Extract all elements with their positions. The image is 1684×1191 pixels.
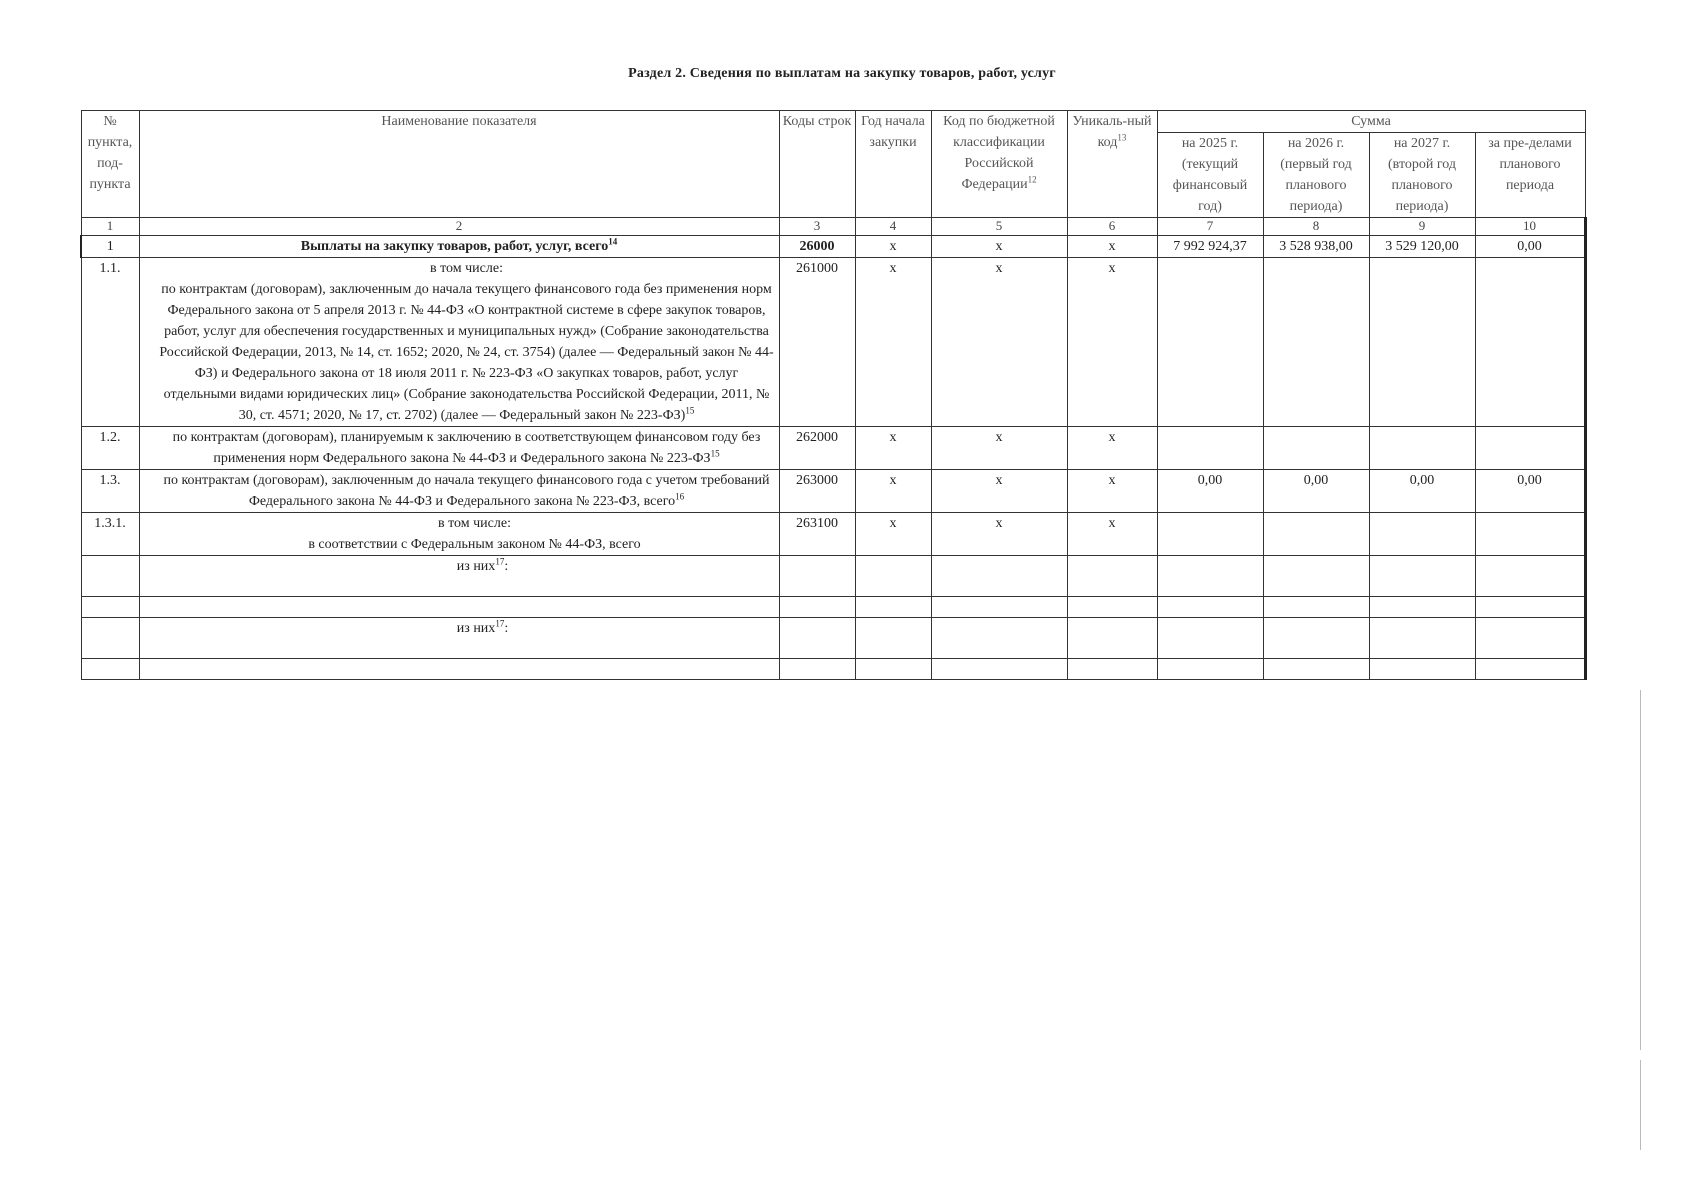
column-number: 10 — [1475, 218, 1585, 236]
row-cell — [1263, 513, 1369, 556]
header-row-1 — [81, 111, 1585, 133]
payments-table — [80, 110, 1587, 680]
row-name — [139, 659, 779, 680]
row-cell — [1263, 659, 1369, 680]
row-number: 1.1. — [81, 258, 139, 427]
row-cell — [1067, 618, 1157, 659]
column-number: 2 — [139, 218, 779, 236]
header-purchase-year: Год начала закупки — [855, 111, 931, 218]
row-cell — [1369, 618, 1475, 659]
table-row — [81, 427, 1585, 470]
table-row — [81, 597, 1585, 618]
amount-beyond: 0,00 — [1475, 470, 1585, 513]
row-number: 1 — [81, 236, 139, 258]
table-row — [81, 618, 1585, 659]
scan-artifact-line — [1640, 1060, 1641, 1150]
row-cell — [1157, 513, 1263, 556]
amount-2025: 7 992 924,37 — [1157, 236, 1263, 258]
table-row — [81, 236, 1585, 258]
row-cell: x — [1067, 258, 1157, 427]
column-number: 1 — [81, 218, 139, 236]
row-cell — [1369, 659, 1475, 680]
row-name: по контрактам (договорам), заключенным до начала текущего финансового года с учетом требований Федерального закона № 44-ФЗ и Федерального закона № 223-ФЗ, всего$^{16}$ — [139, 470, 779, 513]
table-row — [81, 659, 1585, 680]
header-item-number: № пункта, под-пункта — [81, 111, 139, 218]
amount-2026: 3 528 938,00 — [1263, 236, 1369, 258]
column-number: 7 — [1157, 218, 1263, 236]
row-number: 1.3.1. — [81, 513, 139, 556]
row-cell — [1475, 659, 1585, 680]
row-cell — [1067, 556, 1157, 597]
row-cell — [855, 659, 931, 680]
row-cell — [931, 556, 1067, 597]
row-number — [81, 659, 139, 680]
row-cell — [779, 659, 855, 680]
row-cell — [1369, 597, 1475, 618]
header-sum: Сумма — [1157, 111, 1585, 133]
column-number: 9 — [1369, 218, 1475, 236]
row-cell — [1263, 597, 1369, 618]
row-cell: x — [855, 427, 931, 470]
amount-2026 — [1263, 258, 1369, 427]
table-row — [81, 556, 1585, 597]
row-cell — [1157, 659, 1263, 680]
row-cell — [779, 618, 855, 659]
row-code: 263100 — [779, 513, 855, 556]
header-2026: на 2026 г. (первый год планового периода) — [1263, 133, 1369, 218]
row-cell: x — [931, 236, 1067, 258]
row-number — [81, 556, 139, 597]
row-cell — [1157, 597, 1263, 618]
row-cell: x — [931, 258, 1067, 427]
row-number — [81, 597, 139, 618]
row-cell — [1157, 618, 1263, 659]
amount-beyond — [1475, 258, 1585, 427]
header-beyond-plan: за пре-делами планового периода — [1475, 133, 1585, 218]
amount-2025 — [1157, 427, 1263, 470]
amount-beyond — [1475, 427, 1585, 470]
section-title: Раздел 2. Сведения по выплатам на закупку товаров, работ, услуг — [628, 66, 1056, 81]
column-number: 6 — [1067, 218, 1157, 236]
row-cell — [855, 618, 931, 659]
row-cell — [779, 597, 855, 618]
row-name: из них$^{17}$: — [139, 618, 779, 659]
header-unique-code: Уникаль-ный код$^{13}$ — [1067, 111, 1157, 218]
row-cell: x — [931, 470, 1067, 513]
row-cell — [1067, 597, 1157, 618]
row-cell — [1067, 659, 1157, 680]
amount-2025: 0,00 — [1157, 470, 1263, 513]
row-cell — [1263, 618, 1369, 659]
row-name — [139, 597, 779, 618]
row-code: 262000 — [779, 427, 855, 470]
header-indicator-name: Наименование показателя — [139, 111, 779, 218]
amount-2026: 0,00 — [1263, 470, 1369, 513]
row-code: 26000 — [779, 236, 855, 258]
row-cell: x — [855, 470, 931, 513]
table-row — [81, 258, 1585, 427]
row-cell: x — [1067, 427, 1157, 470]
row-cell — [1263, 556, 1369, 597]
row-cell — [1369, 556, 1475, 597]
row-cell: x — [855, 258, 931, 427]
row-code: 261000 — [779, 258, 855, 427]
row-cell: x — [931, 427, 1067, 470]
row-code: 263000 — [779, 470, 855, 513]
table-row — [81, 470, 1585, 513]
row-cell: x — [931, 513, 1067, 556]
header-2027: на 2027 г. (второй год планового периода) — [1369, 133, 1475, 218]
row-cell — [931, 659, 1067, 680]
row-cell — [855, 597, 931, 618]
amount-2025 — [1157, 258, 1263, 427]
row-name: из них$^{17}$: — [139, 556, 779, 597]
amount-2027 — [1369, 258, 1475, 427]
row-cell — [1475, 513, 1585, 556]
row-cell — [855, 556, 931, 597]
row-cell: x — [1067, 513, 1157, 556]
header-2025: на 2025 г. (текущий финансовый год) — [1157, 133, 1263, 218]
amount-2027: 0,00 — [1369, 470, 1475, 513]
header-budget-code: Код по бюджетной классификации Российской Федерации$^{12}$ — [931, 111, 1067, 218]
column-number: 3 — [779, 218, 855, 236]
row-number — [81, 618, 139, 659]
amount-2027: 3 529 120,00 — [1369, 236, 1475, 258]
row-cell — [931, 618, 1067, 659]
row-cell: x — [1067, 470, 1157, 513]
row-cell — [931, 597, 1067, 618]
column-number: 4 — [855, 218, 931, 236]
column-number: 8 — [1263, 218, 1369, 236]
row-cell — [1475, 597, 1585, 618]
row-cell — [1475, 618, 1585, 659]
row-name: Выплаты на закупку товаров, работ, услуг, всего$^{14}$ — [139, 236, 779, 258]
column-number: 5 — [931, 218, 1067, 236]
row-name: в том числе: по контрактам (договорам), заключенным до начала текущего финансового года без применения норм Федерального закона от 5 апреля 2013 г. № 44-ФЗ «О контрактной системе в сфере закупок товаров, работ, услуг для обеспечения государственных и муниципальных нужд» (Собрание законодательства Российской Федерации, 2013, № 14, ст. 1652; 2020, № 24, ст. 3754) (далее — Федеральный закон № 44-ФЗ) и Федерального закона от 18 июля 2011 г. № 223-ФЗ «О закупках товаров, работ, услуг отдельными видами юридических лиц» (Собрание законодательства Российской Федерации, 2011, № 30, ст. 4571; 2020, № 17, ст. 2702) (далее — Федеральный закон № 223-ФЗ)$^{15}$ — [139, 258, 779, 427]
row-cell: x — [855, 513, 931, 556]
row-number: 1.3. — [81, 470, 139, 513]
row-cell — [779, 556, 855, 597]
amount-2027 — [1369, 427, 1475, 470]
row-cell — [1369, 513, 1475, 556]
row-cell — [1157, 556, 1263, 597]
row-cell: x — [855, 236, 931, 258]
amount-2026 — [1263, 427, 1369, 470]
scan-artifact-line — [1640, 690, 1641, 1050]
row-cell — [1475, 556, 1585, 597]
row-cell: x — [1067, 236, 1157, 258]
table-row — [81, 513, 1585, 556]
row-name: по контрактам (договорам), планируемым к заключению в соответствующем финансовом году без применения норм Федерального закона № 44-ФЗ и Федерального закона № 223-ФЗ$^{15}$ — [139, 427, 779, 470]
row-number: 1.2. — [81, 427, 139, 470]
header-line-codes: Коды строк — [779, 111, 855, 218]
amount-beyond: 0,00 — [1475, 236, 1585, 258]
column-number-row — [81, 218, 1585, 236]
row-name: в том числе: в соответствии с Федеральным законом № 44-ФЗ, всего — [139, 513, 779, 556]
